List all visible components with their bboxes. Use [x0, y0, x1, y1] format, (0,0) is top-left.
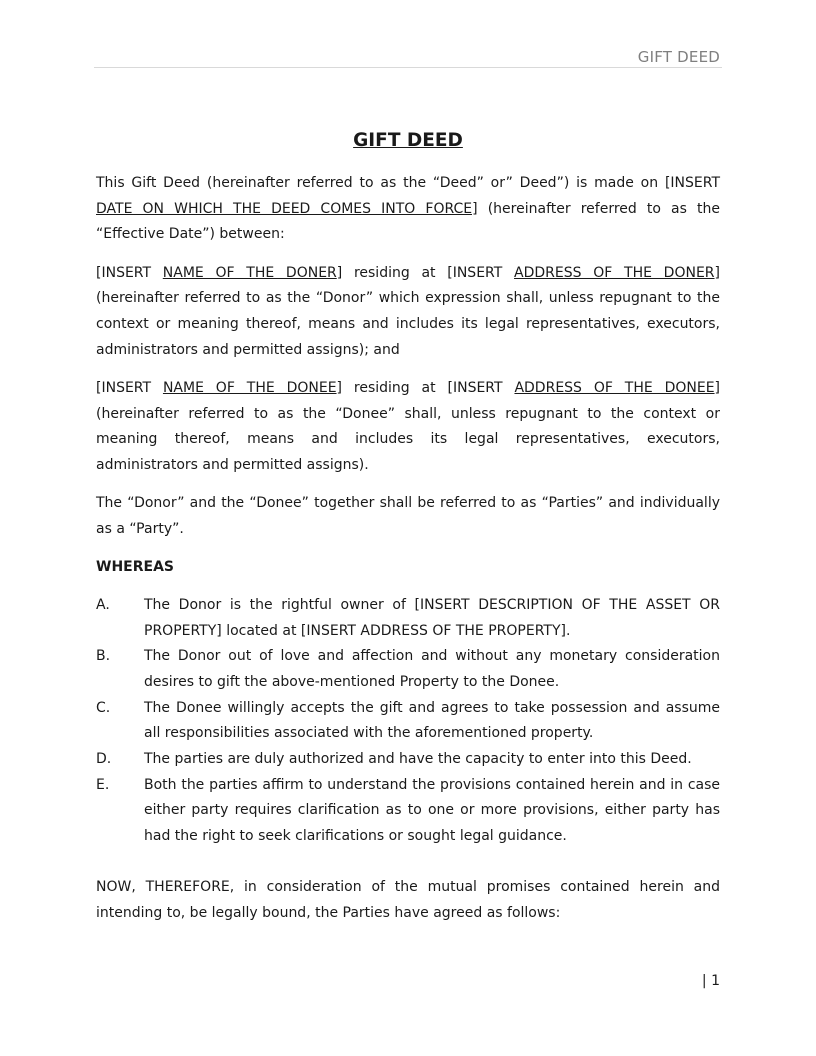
recital-letter: C. [96, 699, 111, 716]
intro-insert-prefix: [INSERT [664, 175, 720, 191]
recital-item [96, 747, 720, 773]
donor-description: ] (hereinafter referred to as the “Donor” which expression shall, unless repugnant to the context or meaning thereof, means and includes its legal representatives, executors, administrators and permitted assigns); and [96, 264, 720, 358]
whereas-heading: WHEREAS [96, 559, 174, 576]
recital-text: The Donor is the rightful owner of [INSERT DESCRIPTION OF THE ASSET OR PROPERTY] located at [INSERT ADDRESS OF THE PROPERTY]. [144, 596, 720, 639]
recital-letter: D. [96, 751, 112, 768]
recital-letter: A. [96, 596, 110, 613]
recital-item [96, 696, 720, 747]
donee-paragraph [96, 376, 720, 479]
donor-paragraph [96, 261, 720, 364]
page-number: | 1 [701, 973, 720, 989]
parties-paragraph: The “Donor” and the “Donee” together shall be referred to as “Parties” and individually as a “Party”. [96, 495, 720, 537]
recital-text: The Donee willingly accepts the gift and agrees to take possession and assume all responsibilities associated with the aforementioned property. [144, 699, 720, 742]
recital-item [96, 593, 720, 644]
recital-text: Both the parties affirm to understand the provisions contained herein and in case either party requires clarification as to one or more provisions, either party has had the right to seek clarifications or sought legal guidance. [144, 776, 720, 845]
recital-letter: E. [96, 776, 110, 793]
document-title: GIFT DEED [353, 130, 463, 151]
donor-prefix: [INSERT [96, 264, 163, 281]
intro-paragraph [96, 171, 720, 248]
document-body [96, 128, 720, 939]
now-therefore-paragraph: NOW, THEREFORE, in consideration of the mutual promises contained herein and intending to, be legally bound, the Parties have agreed as follows: [96, 878, 720, 921]
donee-address-placeholder: ADDRESS OF THE DONEE [514, 379, 715, 396]
page-header: GIFT DEED [637, 48, 720, 66]
recital-text: The Donor out of love and affection and without any monetary consideration desires to gift the above-mentioned Property to the Donee. [144, 648, 720, 690]
donor-middle: ] residing at [INSERT [336, 264, 515, 281]
recital-letter: B. [96, 648, 111, 665]
header-divider [94, 67, 722, 68]
recitals-list [96, 593, 720, 850]
recital-item [96, 773, 720, 850]
recital-text: The parties are duly authorized and have the capacity to enter into this Deed. [144, 751, 692, 768]
donee-middle: ] residing at [INSERT [336, 379, 515, 396]
donee-prefix: [INSERT [96, 379, 163, 396]
donee-name-placeholder: NAME OF THE DONEE [162, 379, 337, 396]
effective-date-placeholder: DATE ON WHICH THE DEED COMES INTO FORCE] [96, 200, 478, 217]
recital-item [96, 644, 720, 695]
intro-text-end: (hereinafter referred to as the “Effective Date”) between: [96, 200, 720, 243]
intro-text: This Gift Deed (hereinafter referred to as the “Deed” or” Deed”) is made on [96, 175, 665, 191]
donor-address-placeholder: ADDRESS OF THE DONER [514, 264, 715, 281]
donee-description: ] (hereinafter referred to as the “Donee” shall, unless repugnant to the context or meaning thereof, means and includes its legal representatives, executors, administrators and permitted assigns). [96, 379, 721, 474]
donor-name-placeholder: NAME OF THE DONER [162, 264, 337, 281]
